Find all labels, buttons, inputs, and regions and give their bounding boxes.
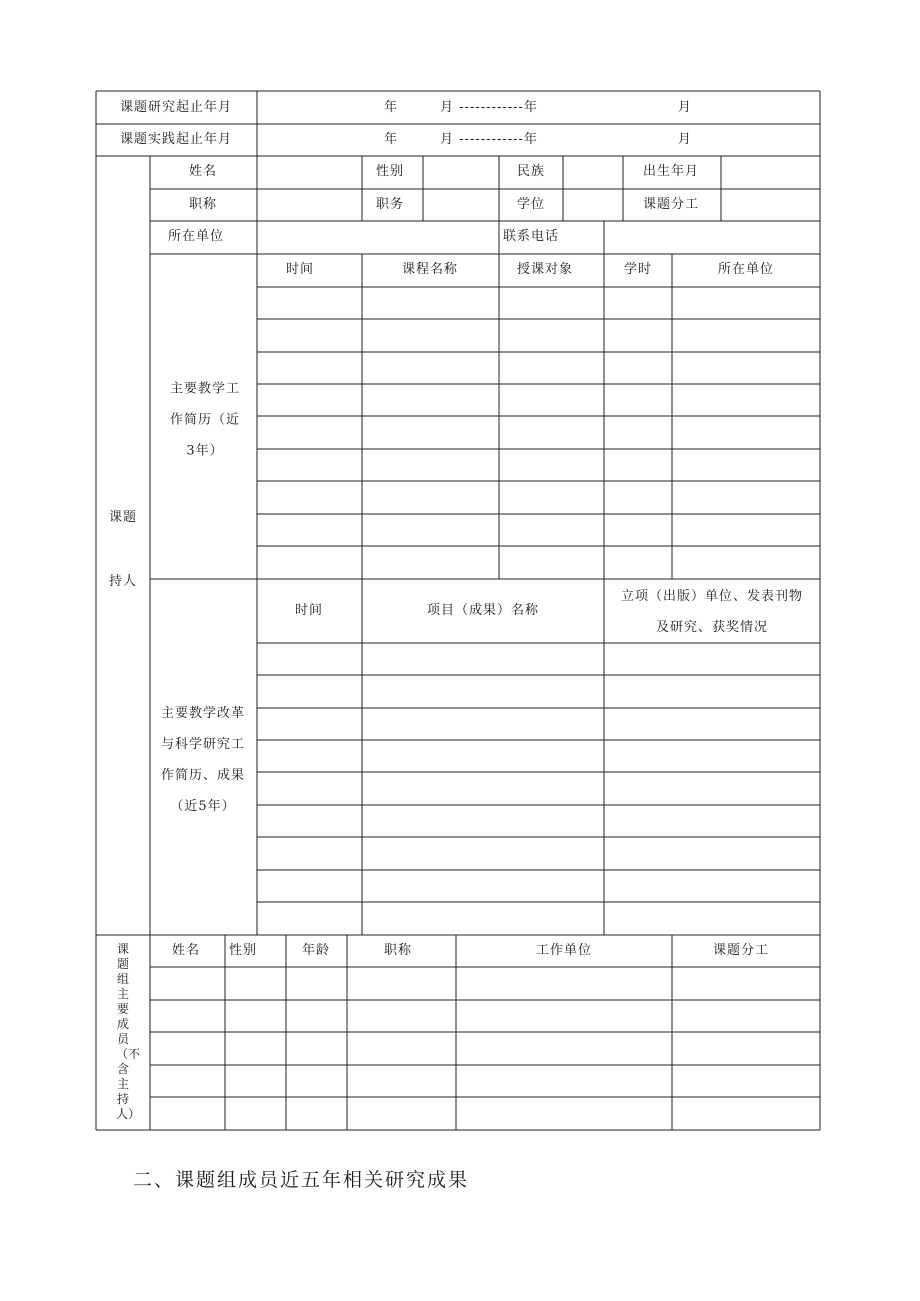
members-header-age: 年龄 (301, 943, 331, 958)
research-section-label: 主要教学改革 与科学研究工 作简历、成果 （近5年） (160, 706, 245, 814)
gender-label: 性别 (375, 164, 405, 179)
members-header-division: 课题分工 (712, 943, 770, 958)
ethnicity-label: 民族 (516, 164, 546, 179)
division-label: 课题分工 (642, 197, 700, 212)
name-label: 姓名 (188, 164, 218, 179)
host-section-label-1: 课题 (108, 510, 138, 525)
research-period-label: 课题研究起止年月 (119, 100, 233, 115)
position-label: 职务 (375, 197, 405, 212)
phone-label: 联系电话 (502, 229, 560, 244)
teaching-header-audience: 授课对象 (516, 262, 574, 277)
teaching-header-unit: 所在单位 (717, 262, 775, 277)
members-header-name: 姓名 (171, 943, 201, 958)
members-header-gender: 性别 (228, 943, 258, 958)
section-heading: 二、课题组成员近五年相关研究成果 (133, 1169, 470, 1191)
teaching-section-label: 主要教学工 作简历（近 3年） (169, 381, 240, 459)
degree-label: 学位 (516, 197, 546, 212)
research-header-project: 项目（成果）名称 (426, 603, 540, 618)
teaching-header-course: 课程名称 (401, 262, 459, 277)
members-header-unit: 工作单位 (535, 943, 593, 958)
members-header-title: 职称 (383, 943, 413, 958)
teaching-header-hours: 学时 (623, 262, 653, 277)
host-section-label-2: 持人 (108, 574, 138, 589)
teaching-header-time: 时间 (285, 262, 315, 277)
title-label: 职称 (188, 197, 218, 212)
research-header-time: 时间 (294, 603, 324, 618)
birth-label: 出生年月 (642, 164, 700, 179)
unit-label: 所在单位 (167, 229, 225, 244)
members-section-label: 课题组主要成员（不含主持人） (116, 942, 141, 1121)
practice-period-value[interactable]: 年 月 ------------年 月 (384, 132, 692, 147)
research-header-publication: 立项（出版）单位、发表刊物 及研究、获奖情况 (620, 589, 803, 635)
practice-period-label: 课题实践起止年月 (119, 132, 233, 147)
research-period-value[interactable]: 年 月 ------------年 月 (384, 100, 692, 115)
